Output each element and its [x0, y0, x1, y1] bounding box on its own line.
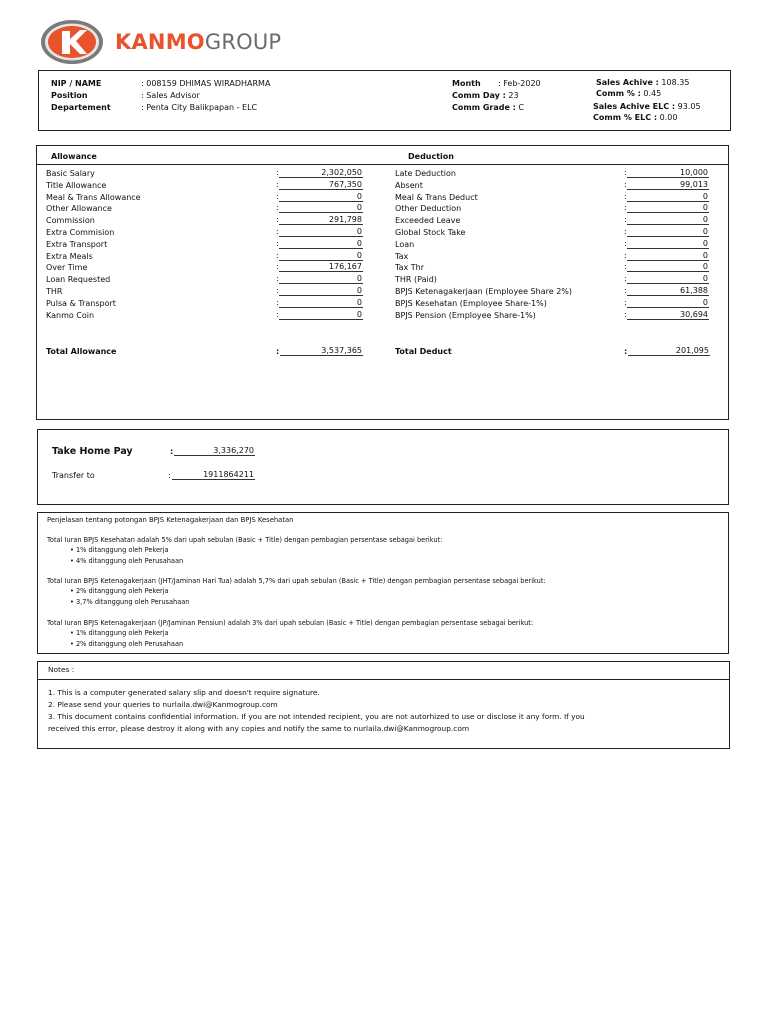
allowance-item-label: Loan Requested — [46, 275, 111, 285]
deduction-item-colon: : — [624, 238, 627, 248]
take-home-pay-box — [37, 429, 729, 505]
deduction-heading: Deduction — [408, 152, 454, 161]
deduction-item-value: 99,013 — [627, 180, 709, 190]
deduction-item-colon: : — [624, 286, 627, 295]
take-home-pay-value: 3,336,270 — [174, 446, 255, 456]
allowance-item-colon: : — [276, 309, 279, 319]
allowance-item-label: Basic Salary — [46, 169, 95, 178]
allowance-item-label: Over Time — [46, 263, 88, 273]
allowance-item-value: 0 — [279, 251, 363, 261]
deduction-item-value: 0 — [627, 262, 709, 272]
bpjs-para-2-bullet-1: • 2% ditanggung oleh Pekerja — [70, 587, 169, 595]
allowance-item-colon: : — [276, 274, 279, 284]
logo-suffix: GROUP — [204, 30, 282, 54]
allowance-item-colon: : — [276, 297, 279, 307]
allowance-item-colon: : — [276, 179, 279, 189]
allowance-item-value: 291,798 — [279, 215, 363, 225]
deduction-item-label: Tax — [395, 251, 409, 261]
deduction-item-label: Absent — [395, 180, 423, 190]
deduction-item-value: 0 — [627, 203, 709, 213]
total-deduct-value: 201,095 — [628, 346, 710, 356]
allowance-item-label: THR — [46, 287, 63, 296]
comm-grade-label: Comm Grade : — [452, 103, 516, 112]
allowance-item-label: Other Allowance — [46, 204, 112, 214]
kanmo-emblem-icon — [40, 19, 104, 65]
deduction-item-colon: : — [624, 250, 627, 260]
deduction-item-colon: : — [624, 191, 627, 201]
bpjs-para-2: Total Iuran BPJS Ketenagakerjaan (JHT/Jaminan Hari Tua) adalah 5,7% dari upah sebulan (Basic + Title) dengan pembagian persentase sebagai berikut: — [47, 577, 546, 585]
deduction-item-value: 0 — [627, 227, 709, 237]
allowance-item-value: 0 — [279, 192, 363, 202]
allowance-item-colon: : — [276, 168, 279, 177]
total-allowance-label: Total Allowance — [46, 347, 117, 356]
nip-value: : 008159 DHIMAS WIRADHARMA — [141, 79, 271, 88]
sales-achive-label: Sales Achive : — [596, 78, 659, 87]
bpjs-para-1: Total Iuran BPJS Kesehatan adalah 5% dari upah sebulan (Basic + Title) dengan pembagian persentase sebagai berikut: — [47, 536, 443, 544]
deduction-item-value: 0 — [627, 298, 709, 308]
deduction-item-value: 61,388 — [627, 286, 709, 296]
total-deduct-label: Total Deduct — [395, 347, 452, 356]
sales-achive-elc — [593, 102, 701, 111]
deduction-item-label: THR (Paid) — [395, 275, 437, 285]
transfer-to-label: Transfer to — [52, 471, 95, 480]
comm-grade-value: C — [518, 103, 525, 112]
total-allowance-colon: : — [276, 347, 280, 356]
sales-achive-elc-label: Sales Achive ELC : — [593, 102, 676, 111]
take-home-pay-colon: : — [170, 447, 174, 456]
allowance-item-label: Title Allowance — [46, 180, 107, 190]
deduction-item-label: Tax Thr — [395, 263, 424, 273]
transfer-to-value: 1911864211 — [172, 470, 255, 480]
comm-pct-elc-value: 0.00 — [659, 113, 678, 122]
note-3-continued: received this error, please destroy it along with any copies and notify the same to nurlaila.dwi@Kanmogroup.com — [48, 724, 470, 733]
take-home-pay-label: Take Home Pay — [52, 446, 133, 457]
company-name — [115, 30, 281, 54]
allowance-item-colon: : — [276, 215, 279, 225]
allowance-item-colon: : — [276, 191, 279, 201]
deduction-item-colon: : — [624, 203, 627, 213]
deduction-item-value: 0 — [627, 239, 709, 249]
sales-achive-value: 108.35 — [661, 78, 690, 87]
allowance-item-label: Extra Commision — [46, 228, 115, 237]
bpjs-para-2-bullet-2: • 3,7% ditanggung oleh Perusahaan — [70, 598, 190, 606]
allowance-item-label: Extra Meals — [46, 251, 93, 261]
bpjs-para-3-bullet-2: • 2% ditanggung oleh Perusahaan — [70, 640, 184, 648]
department-label: Departement — [51, 103, 111, 112]
comm-day-label: Comm Day : — [452, 91, 506, 100]
comm-day-value: 23 — [508, 91, 519, 100]
comm-pct-elc-label: Comm % ELC : — [593, 113, 658, 122]
comm-pct-label: Comm % : — [596, 89, 641, 98]
deduction-item-label: Exceeded Leave — [395, 216, 461, 226]
deduction-item-label: Late Deduction — [395, 169, 456, 178]
deduction-item-label: Meal & Trans Deduct — [395, 192, 478, 202]
note-3: 3. This document contains confidential information. If you are not intended recipient, you are not autorhized to use or disclose it any form. If you — [48, 712, 585, 721]
deduction-item-value: 0 — [627, 274, 709, 284]
deduction-item-label: Other Deduction — [395, 204, 462, 214]
allowance-item-label: Extra Transport — [46, 239, 108, 249]
allowance-item-value: 0 — [279, 203, 363, 213]
deduction-item-label: Global Stock Take — [395, 228, 466, 237]
logo-prefix: KANMO — [115, 30, 205, 54]
deduction-item-colon: : — [624, 274, 627, 284]
allowance-item-colon: : — [276, 227, 279, 236]
department-value: : Penta City Balikpapan - ELC — [141, 103, 258, 112]
note-1: 1. This is a computer generated salary slip and doesn't require signature. — [48, 688, 320, 697]
allowance-item-colon: : — [276, 203, 279, 213]
deduction-item-colon: : — [624, 297, 627, 307]
allowance-item-value: 767,350 — [279, 180, 363, 190]
deduction-item-colon: : — [624, 227, 627, 236]
sales-achive-elc-value: 93.05 — [677, 102, 701, 111]
allowance-item-value: 176,167 — [279, 262, 363, 272]
allowance-item-colon: : — [276, 262, 279, 272]
allowance-item-label: Commission — [46, 216, 95, 226]
allowance-item-value: 0 — [279, 239, 363, 249]
allowance-item-value: 2,302,050 — [279, 168, 363, 178]
comm-pct-elc — [593, 113, 677, 122]
comm-pct — [596, 89, 661, 98]
total-deduct-colon: : — [624, 347, 628, 356]
allowance-item-colon: : — [276, 238, 279, 248]
allowance-heading: Allowance — [51, 152, 97, 161]
bpjs-para-1-bullet-2: • 4% ditanggung oleh Perusahaan — [70, 557, 184, 565]
allowance-item-colon: : — [276, 250, 279, 260]
allowance-item-label: Meal & Trans Allowance — [46, 192, 141, 202]
deduction-item-value: 0 — [627, 192, 709, 202]
deduction-item-value: 10,000 — [627, 168, 709, 178]
comm-grade — [452, 103, 524, 112]
allowance-item-value: 0 — [279, 227, 363, 237]
notes-title: Notes : — [48, 665, 75, 674]
bpjs-para-3-bullet-1: • 1% ditanggung oleh Pekerja — [70, 629, 169, 637]
total-allowance-value: 3,537,365 — [280, 346, 363, 356]
deduction-item-label: BPJS Kesehatan (Employee Share-1%) — [395, 298, 547, 308]
bpjs-para-3: Total Iuran BPJS Ketenagakerjaan (JP/Jaminan Pensiun) adalah 3% dari upah sebulan (Basic + Title) dengan pembagian persentase sebagai berikut: — [47, 619, 534, 627]
deduction-item-colon: : — [624, 262, 627, 272]
allowance-item-value: 0 — [279, 298, 363, 308]
sales-achive — [596, 78, 689, 87]
comm-pct-value: 0.45 — [643, 89, 662, 98]
comm-day — [452, 91, 519, 100]
deduction-item-value: 0 — [627, 215, 709, 225]
allowance-item-value: 0 — [279, 310, 363, 320]
position-label: Position — [51, 91, 88, 100]
deduction-item-colon: : — [624, 179, 627, 189]
note-2: 2. Please send your queries to nurlaila.dwi@Kanmogroup.com — [48, 700, 278, 709]
transfer-to-colon: : — [168, 471, 171, 480]
allowance-item-label: Pulsa & Transport — [46, 298, 116, 308]
month-label: Month — [452, 79, 481, 88]
allowance-item-colon: : — [276, 286, 279, 295]
position-value: : Sales Advisor — [141, 91, 200, 100]
deduction-item-label: Loan — [395, 239, 415, 249]
deduction-item-label: BPJS Pension (Employee Share-1%) — [395, 310, 536, 320]
bpjs-info-title: Penjelasan tentang potongan BPJS Ketenagakerjaan dan BPJS Kesehatan — [47, 516, 294, 524]
deduction-item-value: 30,694 — [627, 310, 709, 320]
deduction-item-label: BPJS Ketenagakerjaan (Employee Share 2%) — [395, 287, 572, 296]
deduction-item-value: 0 — [627, 251, 709, 261]
allowance-item-label: Kanmo Coin — [46, 310, 95, 320]
allowance-item-value: 0 — [279, 286, 363, 296]
deduction-item-colon: : — [624, 168, 627, 177]
nip-label: NIP / NAME — [51, 79, 102, 88]
month-value: : Feb-2020 — [498, 79, 541, 88]
bpjs-para-1-bullet-1: • 1% ditanggung oleh Pekerja — [70, 546, 169, 554]
deduction-item-colon: : — [624, 215, 627, 225]
deduction-item-colon: : — [624, 309, 627, 319]
allowance-item-value: 0 — [279, 274, 363, 284]
